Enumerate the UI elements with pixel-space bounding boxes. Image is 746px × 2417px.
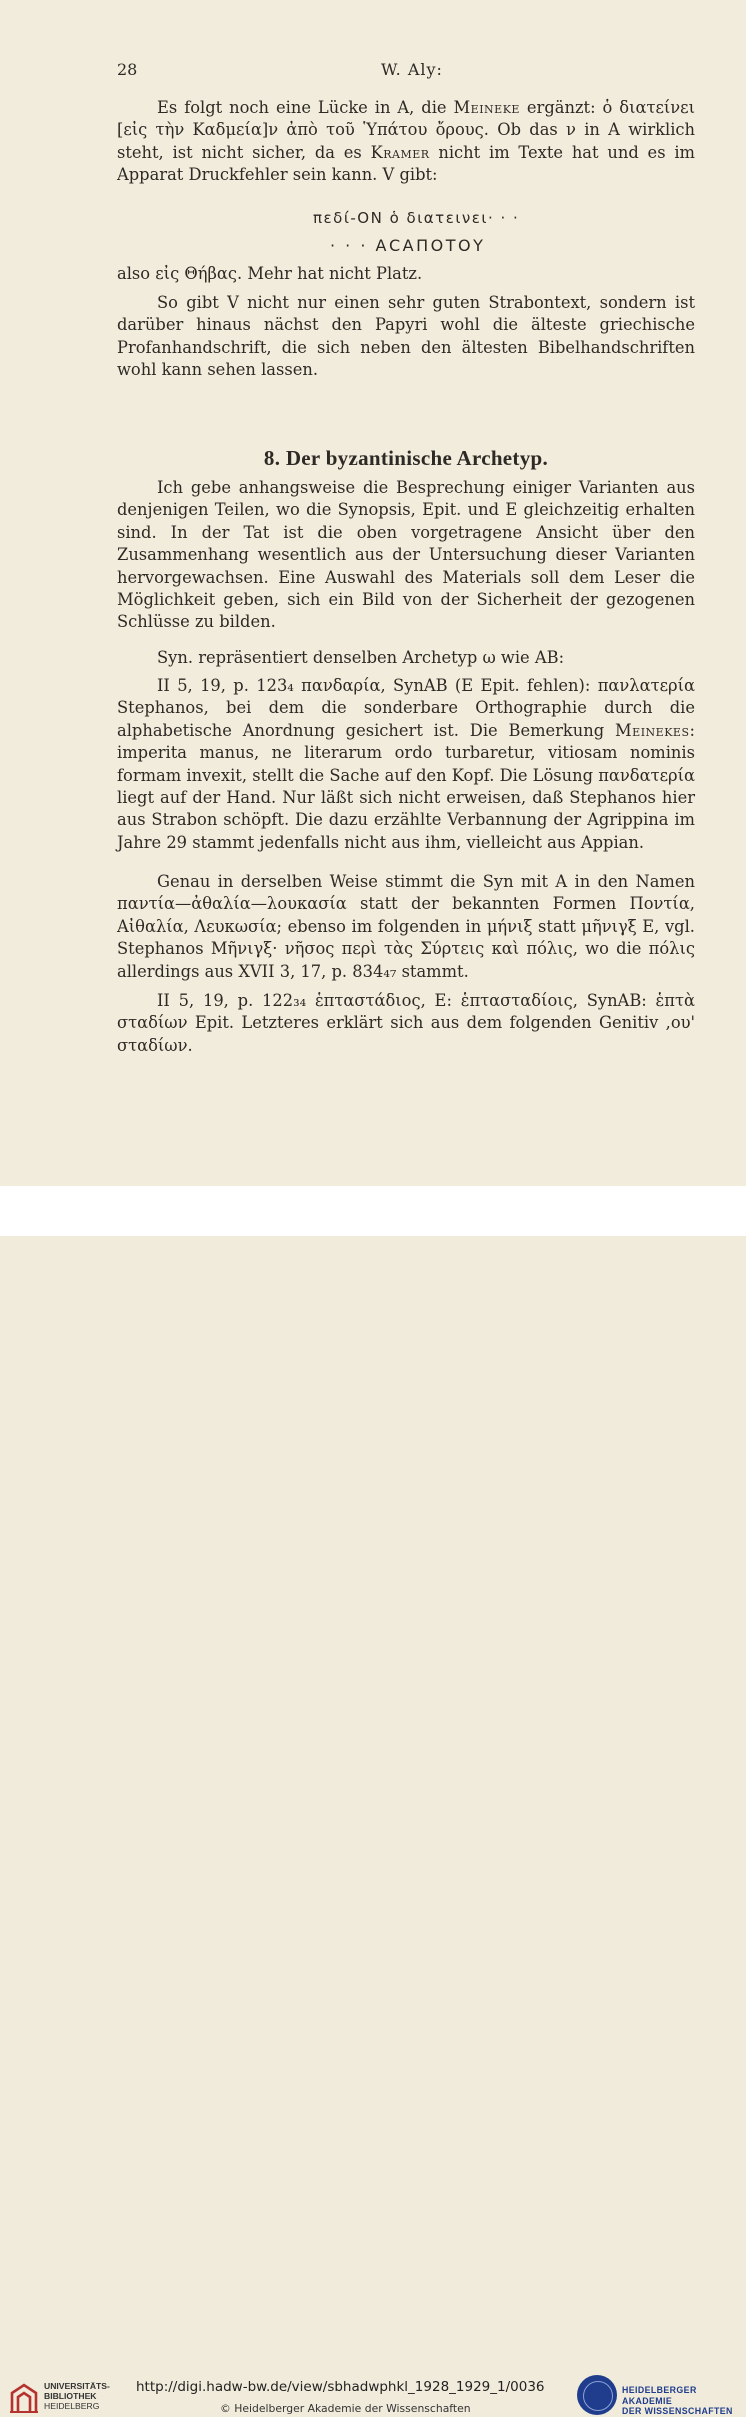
document-url-link[interactable]: http://digi.hadw-bw.de/view/sbhadwphkl_1928_1929_1/0036 bbox=[136, 2379, 545, 2395]
paragraph-text: Ich gebe anhangsweise die Besprechung einiger Varianten aus denjenigen Teilen, wo die Synopsis, Epit. und E gleichzeitig erhalten sind. In der Tat ist die oben vorgetragene Ansicht über den Zusammenhang wesentlich aus der Untersuchung dieser Varianten hervorgewachsen. Eine Auswahl des Materials soll dem Leser die Möglichkeit geben, sich ein Bild von der Sicherheit der gezogenen Schlüsse zu bilden. bbox=[117, 478, 695, 632]
academy-line: DER WISSENSCHAFTEN bbox=[622, 2406, 733, 2416]
text-run: ergänzt: ὁ διατείνει [εἰς τὴν Καδμεία]ν ἀπὸ τοῦ Ὑπάτου ὄρους. Ob das ν in A wirklich steht, ist nicht sicher, da es bbox=[117, 98, 695, 162]
intro-paragraph-3 bbox=[117, 292, 695, 382]
section-paragraph-4 bbox=[117, 871, 695, 983]
university-library-name bbox=[44, 2381, 110, 2411]
viewer-footer bbox=[0, 1186, 746, 2416]
author-name: Meinekes bbox=[615, 720, 690, 740]
paragraph-text: Genau in derselben Weise stimmt die Syn mit A in den Namen παντία—ἀθαλία—λουκασία statt der bekannten Formen Ποντία, Αἰθαλία, Λευκωσία; ebenso im folgenden in μήνιξ statt μῆνιγξ E, vgl. Stephanos Μῆνιγξ· νῆσος περὶ τὰς Σύρτεις καὶ πόλις, wo die πόλις allerdings aus XVII 3, 17, p. 834₄₇ stammt. bbox=[117, 872, 695, 981]
papyrus-line-2: · · · ΑCΑΠΟΤΟΥ bbox=[330, 236, 486, 255]
papyrus-line-1: πεδί-ΟΝ ὁ διατεινει· · · bbox=[313, 209, 520, 227]
author-name: Kramer bbox=[370, 142, 430, 162]
section-paragraph-3 bbox=[117, 675, 695, 854]
author-name: Meineke bbox=[453, 98, 520, 117]
seal-ring bbox=[583, 2381, 613, 2411]
running-title: W. Aly: bbox=[381, 60, 443, 79]
academy-name bbox=[622, 2385, 746, 2417]
scanned-page bbox=[0, 0, 746, 1186]
academy-line: HEIDELBERGER AKADEMIE bbox=[622, 2385, 697, 2406]
text-run: nicht im Texte hat und es im Apparat Druckfehler sein kann. V gibt: bbox=[117, 142, 695, 185]
section-paragraph-2 bbox=[117, 647, 695, 669]
section-heading: 8. Der byzantinische Archetyp. bbox=[263, 446, 549, 470]
intro-paragraph-1 bbox=[117, 97, 695, 187]
library-line: HEIDELBERG bbox=[44, 2401, 100, 2411]
university-library-logo-icon bbox=[8, 2381, 40, 2415]
library-line: UNIVERSITÄTS- bbox=[44, 2381, 110, 2391]
text-run: Es folgt noch eine Lücke in A, die bbox=[157, 98, 454, 117]
library-line: BIBLIOTHEK bbox=[44, 2391, 97, 2401]
paragraph-text: Syn. repräsentiert denselben Archetyp ω wie AB: bbox=[157, 648, 565, 667]
copyright-notice: © Heidelberger Akademie der Wissenschaften bbox=[220, 2402, 471, 2415]
page-number: 28 bbox=[117, 60, 138, 79]
paragraph-text: II 5, 19, p. 122₃₄ ἑπταστάδιος, E: ἑπτασταδίοις, SynAB: ἑπτὰ σταδίων Epit. Letzteres erklärt sich aus dem folgenden Genitiv ,ου' σταδίων. bbox=[117, 991, 695, 1055]
intro-paragraph-2 bbox=[117, 263, 695, 285]
section-paragraph-5 bbox=[117, 990, 695, 1057]
text-run: II 5, 19, p. 123₄ πανδαρία, SynAB (E Epit. fehlen): πανλατερία Stephanos, bei dem die sonderbare Orthographie durch die alphabetische Anordnung gesichert ist. Die Bemerkung bbox=[117, 676, 695, 740]
academy-seal-icon bbox=[577, 2375, 617, 2415]
paragraph-text: So gibt V nicht nur einen sehr guten Strabontext, sondern ist darüber hinaus nächst den Papyri wohl die älteste griechische Profanhandschrift, die sich neben den ältesten Bibelhandschriften wohl kann sehen lassen. bbox=[117, 293, 695, 380]
section-paragraph-1 bbox=[117, 477, 695, 634]
paragraph-text: also εἰς Θήβας. Mehr hat nicht Platz. bbox=[117, 264, 423, 283]
text-run: : imperita manus, ne literarum ordo turbaretur, vitiosam nominis formam invexit, stellt die Sache auf den Kopf. Die Lösung πανδατερία liegt auf der Hand. Nur läßt sich nicht erweisen, daß Stephanos hier aus Strabon schöpft. Die dazu erzählte Verbannung der Agrippina im Jahre 29 stammt jedenfalls nicht aus ihm, vielleicht aus Appian. bbox=[117, 720, 695, 852]
